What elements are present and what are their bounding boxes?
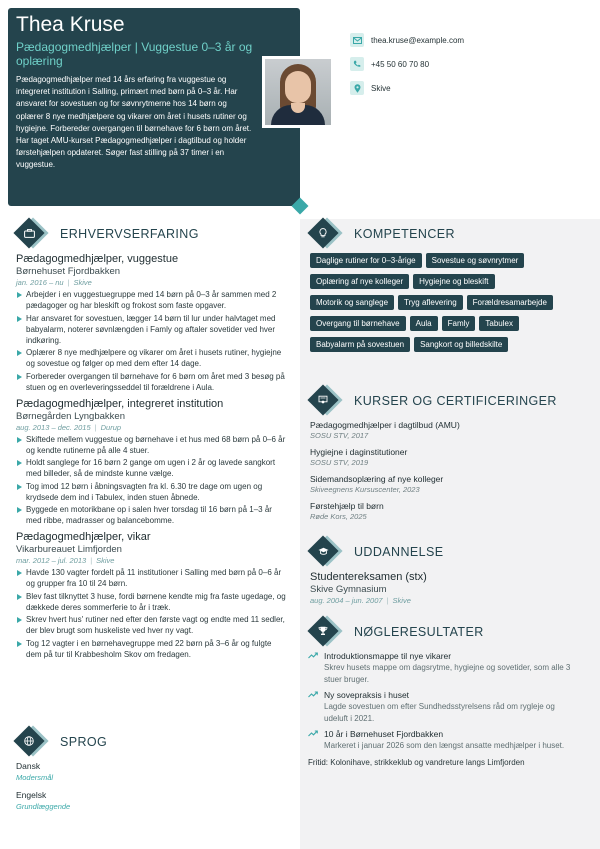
course-name: Førstehjælp til børn — [310, 501, 384, 511]
education-dates: aug. 2004 – jun. 2007 — [310, 596, 383, 605]
course-name: Sidemandsoplæring af nye kolleger — [310, 474, 444, 484]
course-meta: Skiveegnens Kursuscenter, 2023 — [310, 485, 420, 494]
course-name: Hygiejne i daginstitutioner — [310, 447, 408, 457]
skill-chip: Famly — [442, 316, 476, 331]
bullet-item: Oplærer 8 nye medhjælpere og vikarer om året i husets rutiner, hygiejne og sovestue og følger op med dem efter 14 dage. — [16, 347, 288, 369]
experience-heading — [16, 219, 199, 249]
certificate-icon — [316, 394, 330, 406]
email-icon — [350, 33, 364, 47]
experience-list — [16, 253, 288, 661]
job-company: Børnegården Lyngbakken — [16, 410, 125, 422]
location-text: Skive — [371, 83, 391, 93]
profile-header — [8, 8, 300, 206]
course-item — [310, 420, 580, 441]
languages-title: SPROG — [60, 735, 108, 749]
bullet-item: Tog 12 vagter i en børnehavegruppe med 22 børn på 3–6 år og fulgte dem på tur til Krabbesholm Skov om fredagen. — [16, 638, 288, 660]
contact-phone[interactable] — [350, 56, 464, 72]
education-meta: aug. 2004 – jun. 2007 | Skive — [310, 596, 411, 605]
achievement-item — [308, 690, 580, 724]
profile-photo — [262, 56, 334, 128]
lightbulb-icon — [316, 227, 330, 239]
skill-chip: Tabulex — [479, 316, 519, 331]
skill-chip: Hygiejne og bleskift — [413, 274, 494, 289]
job-title: Pædagogmedhjælper, vuggestue — [16, 253, 179, 265]
phone-icon — [350, 57, 364, 71]
skills-list — [310, 253, 560, 358]
languages-list — [16, 761, 288, 812]
job-title: Pædagogmedhjælper, integreret institution — [16, 397, 224, 410]
trend-up-icon — [308, 691, 318, 700]
bullet-item: Blev fast tilknyttet 3 huse, fordi børnene kendte mig fra faste ugedage, og dækkede deres sommerferie to år i træk. — [16, 591, 288, 613]
education-item — [310, 571, 580, 606]
skill-chip: Forældresamarbejde — [467, 295, 553, 310]
skill-chip: Overgang til børnehave — [310, 316, 406, 331]
trend-up-icon — [308, 652, 318, 661]
achievement-item — [308, 651, 580, 685]
job-location: Durup — [100, 422, 122, 432]
achievement-item — [308, 729, 580, 752]
bullet-item: Byggede en motorikbane op i salen hver torsdag til 16 børn på 1–3 år med ribbe, madrasser og balancebomme. — [16, 504, 288, 526]
courses-heading — [310, 386, 557, 416]
skill-chip: Sangkort og billedskilte — [414, 337, 508, 352]
achievement-desc: Markeret i januar 2026 som den længst ansatte medhjælper i huset. — [324, 741, 565, 750]
job-title: Pædagogmedhjælper, vikar — [16, 531, 151, 543]
contact-location — [350, 80, 464, 96]
profile-summary: Pædagogmedhjælper med 14 års erfaring fra vuggestue og integreret institution i Salling, primært med børn på 0–3 år. Har ansvaret for sovestuen og for søvnrytmerne hos 14 børn og oplærer 8 nye medhjælpere og vikarer om året i husets rutiner og hygiejne. Forbereder overgangen til børnehave for 6 børn om året. Har taget AMU-kurset Pædagogmedhjælper i dagtilbud og holder førstehjælpen opdateret. Søger fast stilling på 37 timer i en vuggestue. — [16, 75, 252, 170]
bullet-item: Har ansvaret for sovestuen, lægger 14 børn til lur under halvtaget med babyalarm, noterer søvnlængden i Famly og aftaler sovetider ved hver indkøring. — [16, 313, 288, 346]
job-dates: jan. 2016 – nu — [16, 278, 64, 287]
globe-icon — [22, 735, 36, 747]
skill-chip: Tryg aflevering — [398, 295, 463, 310]
education-degree: Studentereksamen (stx) — [310, 571, 427, 583]
languages-heading — [16, 727, 107, 757]
education-heading — [310, 537, 443, 567]
job-meta: mar. 2012 – jul. 2013 | Skive — [16, 556, 115, 565]
course-item — [310, 501, 580, 522]
experience-item — [16, 398, 288, 527]
language-level: Grundlæggende — [16, 802, 71, 811]
achievement-desc: Skrev husets mappe om dagsrytme, hygiejne og sovetider, som alle 3 stuer bruger. — [324, 663, 571, 684]
free-time-text: Kolonihave, strikkeklub og vandreture langs Limfjorden — [330, 757, 525, 767]
course-meta: SOSU STV, 2017 — [310, 431, 369, 440]
contact-email[interactable] — [350, 32, 464, 48]
experience-title: ERHVERVSERFARING — [60, 227, 199, 241]
headline: Pædagogmedhjælper | Vuggestue 0–3 år og oplæring — [16, 40, 253, 68]
language-item — [16, 790, 288, 812]
bullet-item: Skrev hvert hus' rutiner ned efter den første vagt og endte med 11 sedler, der blev brugt som huskeliste ved hver ny vagt. — [16, 614, 288, 636]
bullet-item: Arbejder i en vuggestuegruppe med 14 børn på 0–3 år sammen med 2 pædagoger og har bleskift og frokost som faste opgaver. — [16, 289, 288, 311]
achievements-list — [308, 651, 580, 768]
education-school: Skive Gymnasium — [310, 584, 387, 595]
achievement-title: Introduktionsmappe til nye vikarer — [324, 651, 452, 661]
trend-up-icon — [308, 730, 318, 739]
bullet-item: Forbereder overgangen til børnehave for 6 børn om året med 3 besøg på stuen og en overleveringsseddel til forældrene i Aula. — [16, 371, 288, 393]
achievements-heading — [310, 617, 484, 647]
skills-heading — [310, 219, 455, 249]
job-dates: mar. 2012 – jul. 2013 — [16, 556, 87, 565]
achievement-desc: Lagde sovestuen om efter Sundhedsstyrelsens råd om rygleje og udeluft i 2021. — [324, 702, 555, 723]
job-meta: jan. 2016 – nu | Skive — [16, 278, 92, 287]
bullet-item: Tog imod 12 børn i åbningsvagten fra kl. 6.30 tre dage om ugen og krydsede dem ind i Tabulex, inden stuen åbnede. — [16, 481, 288, 503]
language-name: Dansk — [16, 761, 41, 771]
courses-list — [310, 420, 580, 528]
bullet-item: Holdt sanglege for 16 børn 2 gange om ugen i 2 år og lavede sangkort med billeder, så de mindste kunne vælge. — [16, 457, 288, 479]
phone-text: +45 50 60 70 80 — [371, 59, 430, 69]
job-company: Vikarbureauet Limfjorden — [16, 544, 122, 555]
job-company: Børnehuset Fjordbakken — [16, 266, 121, 277]
email-text: thea.kruse@example.com — [371, 35, 465, 45]
skill-chip: Aula — [410, 316, 438, 331]
job-bullets — [16, 289, 288, 393]
full-name: Thea Kruse — [16, 13, 125, 36]
skill-chip: Sovestue og søvnrytmer — [426, 253, 525, 268]
education-title: UDDANNELSE — [354, 545, 444, 559]
free-time — [308, 757, 580, 768]
job-bullets — [16, 567, 288, 660]
experience-item — [16, 531, 288, 660]
language-item — [16, 761, 288, 783]
trophy-icon — [316, 625, 330, 637]
course-name: Pædagogmedhjælper i dagtilbud (AMU) — [310, 420, 460, 430]
job-meta: aug. 2013 – dec. 2015 | Durup — [16, 422, 122, 432]
job-bullets — [16, 434, 288, 527]
language-name: Engelsk — [16, 790, 47, 800]
job-dates: aug. 2013 – dec. 2015 — [16, 422, 91, 432]
location-pin-icon — [350, 81, 364, 95]
bullet-item: Skiftede mellem vuggestue og børnehave i et hus med 68 børn på 0–6 år og kendte rutinerne på alle 4 stuer. — [16, 434, 288, 456]
job-location: Skive — [73, 278, 92, 287]
achievements-title: NØGLERESULTATER — [354, 625, 484, 639]
skill-chip: Motorik og sanglege — [310, 295, 394, 310]
contact-info — [350, 32, 464, 104]
achievement-title: Ny sovepraksis i huset — [324, 690, 410, 700]
graduation-cap-icon — [316, 545, 330, 557]
skill-chip: Daglige rutiner for 0–3-årige — [310, 253, 422, 268]
language-level: Modersmål — [16, 773, 54, 782]
free-time-label: Fritid: — [308, 757, 328, 767]
job-location: Skive — [96, 556, 115, 565]
briefcase-icon — [22, 227, 36, 239]
skills-title: KOMPETENCER — [354, 227, 455, 241]
education-location: Skive — [392, 596, 411, 605]
courses-title: KURSER OG CERTIFICERINGER — [354, 394, 557, 408]
achievement-title: 10 år i Børnehuset Fjordbakken — [324, 729, 444, 739]
bullet-item: Havde 130 vagter fordelt på 11 institutioner i Salling med børn på 0–6 år og grupper fra 10 til 24 børn. — [16, 567, 288, 589]
skill-chip: Oplæring af nye kolleger — [310, 274, 409, 289]
course-meta: SOSU STV, 2019 — [310, 458, 369, 467]
course-item — [310, 474, 580, 495]
experience-item — [16, 253, 288, 393]
course-meta: Røde Kors, 2025 — [310, 512, 367, 521]
skill-chip: Babyalarm på sovestuen — [310, 337, 410, 352]
course-item — [310, 447, 580, 468]
